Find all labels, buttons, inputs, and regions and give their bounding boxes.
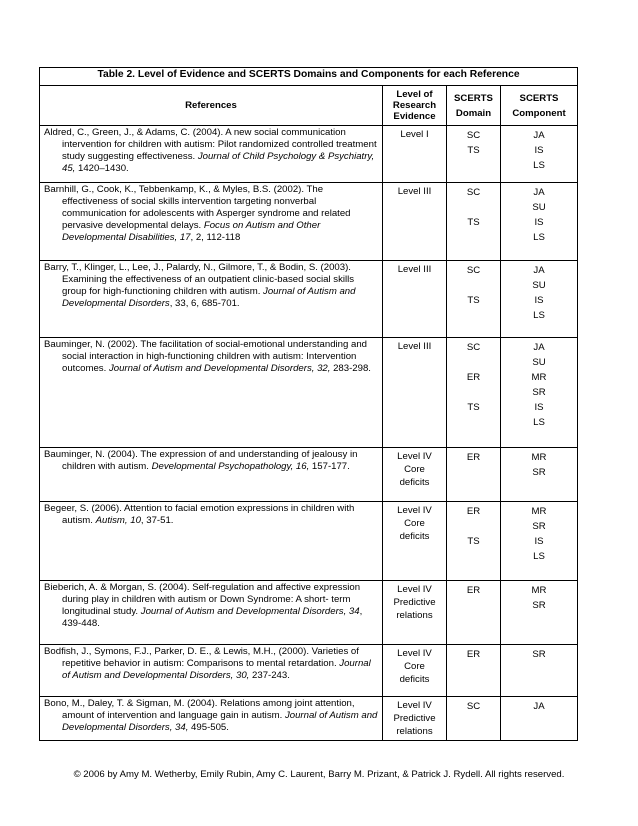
citation-text: Bono, M., Daley, T. & Sigman, M. (2004). Relations among joint attention, amount of intervention and language gain in autism. [44,698,355,721]
domain-value [449,357,498,369]
component-cell [501,448,578,502]
level-line: Level IV [397,700,432,711]
citation-text: Bauminger, N. (2004). The expression of and understanding of jealousy in children with autism. [44,449,358,472]
level-cell [383,183,447,261]
reference-citation [44,127,378,175]
component-value: JA [533,701,545,712]
citation-journal: Journal of Autism and Developmental Disorders, 32, [108,363,331,374]
table-body [40,126,578,741]
component-value: IS [534,145,544,156]
component-value: MR [531,372,547,383]
component-value: IS [534,295,544,306]
level-cell [383,581,447,645]
component-value: MR [531,585,547,596]
citation-journal: Journal of Autism and Developmental Disorders, 34 [140,606,360,617]
citation-text: Barry, T., Klinger, L., Lee, J., Palardy, N., Gilmore, T., & Bodin, S. (2003). Examining the effectiveness of an outpatient clinic-based social skills group for high-functioning children with autism. [44,262,355,297]
domain-value: SC [466,701,481,712]
level-cell [383,502,447,581]
reference-cell [40,183,383,261]
domain-value: SC [466,265,481,276]
domain-value: TS [467,402,480,413]
citation-text: 495-505. [188,722,229,733]
table-row [40,126,578,183]
header-scerts-component [501,86,578,126]
reference-cell [40,448,383,502]
table-caption-row [40,68,578,86]
header-level-line: Research [392,100,437,111]
header-component-line: SCERTS [519,92,559,104]
domain-value: ER [466,506,481,517]
level-line: Level I [400,129,429,140]
domain-cell [447,502,501,581]
domain-value: ER [466,585,481,596]
component-value: SU [532,280,546,291]
table-row [40,261,578,338]
component-value: JA [533,265,545,276]
reference-citation [44,646,378,682]
component-value: SR [532,521,546,532]
citation-text: 237-243. [249,670,290,681]
citation-text: Aldred, C., Green, J., & Adams, C. (2004). A new social communication intervention for children with autism: Pilot randomized controlled treatment study suggesting effectiveness. [44,127,377,162]
component-value: JA [533,130,545,141]
domain-value [449,387,498,399]
level-cell [383,126,447,183]
table-row [40,502,578,581]
citation-text: 157-177. [309,461,350,472]
component-value: SR [532,649,546,660]
level-line: deficits [399,531,430,542]
domain-value [449,521,498,533]
level-line: Core [404,464,425,475]
header-level-line: Level of [396,89,433,100]
table-row [40,697,578,741]
citation-text: Bodfish, J., Symons, F.J., Parker, D. E., & Lewis, M.H., (2000). Varieties of repetitive behavior in autism: Comparisons to mental retardation. [44,646,359,669]
header-level-line: Evidence [393,111,436,122]
level-cell [383,338,447,448]
citation-journal: Developmental Psychopathology, 16, [151,461,310,472]
citation-journal: Journal of Autism and Developmental Disorders, 30, [62,658,371,681]
domain-cell [447,183,501,261]
reference-citation [44,503,378,527]
table-row [40,338,578,448]
header-domain-line: SCERTS [454,92,493,104]
reference-cell [40,338,383,448]
component-value: SU [532,202,546,213]
header-domain-line: Domain [455,107,492,119]
citation-journal: Journal of Child Psychology & Psychiatry, 45, [62,151,375,174]
reference-citation [44,262,378,310]
domain-cell [447,581,501,645]
domain-value: SC [466,342,481,353]
level-line: Core [404,518,425,529]
domain-value: TS [467,217,480,228]
level-line: relations [396,726,433,737]
component-value: SR [532,387,546,398]
citation-journal: Journal of Autism and Developmental Disorders [62,286,356,309]
component-cell [501,126,578,183]
component-value: JA [533,187,545,198]
component-value: LS [533,310,545,321]
evidence-table [39,67,578,741]
reference-citation [44,698,378,734]
reference-citation [44,339,378,375]
level-cell [383,448,447,502]
domain-value: SC [466,187,481,198]
reference-citation [44,582,378,630]
reference-citation [44,184,378,244]
reference-cell [40,126,383,183]
level-cell [383,697,447,741]
reference-cell [40,645,383,697]
level-line: Level IV [397,505,432,516]
domain-value [449,280,498,292]
level-line: Level III [397,186,432,197]
component-value: JA [533,342,545,353]
component-cell [501,645,578,697]
table-row [40,581,578,645]
component-cell [501,183,578,261]
component-cell [501,338,578,448]
reference-cell [40,697,383,741]
citation-journal: Journal of Autism and Developmental Disorders, 34, [62,710,378,733]
component-value: MR [531,452,547,463]
citation-text: Begeer, S. (2006). Attention to facial emotion expressions in children with autism. [44,503,355,526]
level-line: Level IV [397,648,432,659]
component-cell [501,502,578,581]
table-header-row [40,86,578,126]
level-line: relations [396,610,433,621]
component-value: SR [532,467,546,478]
reference-cell [40,261,383,338]
citation-text: , 37-51. [140,515,174,526]
header-references: References [40,86,383,126]
header-component-line: Component [512,107,566,119]
component-value: IS [534,217,544,228]
domain-cell [447,338,501,448]
table-row [40,183,578,261]
domain-cell [447,261,501,338]
level-line: Level III [397,341,432,352]
domain-value: SC [466,130,481,141]
domain-value: ER [466,452,481,463]
header-scerts-domain [447,86,501,126]
level-line: Core [404,661,425,672]
level-cell [383,261,447,338]
citation-text: , 33, 6, 685-701. [169,298,240,309]
component-value: SU [532,357,546,368]
level-line: Predictive [393,713,436,724]
citation-text: 1420–1430. [75,163,129,174]
header-level-of-evidence [383,86,447,126]
level-line: Level IV [397,584,432,595]
level-line: deficits [399,477,430,488]
component-cell [501,261,578,338]
reference-cell [40,581,383,645]
level-line: Level III [397,264,432,275]
component-value: LS [533,551,545,562]
component-value: LS [533,160,545,171]
domain-value: TS [467,145,480,156]
domain-value: ER [466,649,481,660]
level-line: deficits [399,674,430,685]
domain-value: TS [467,295,480,306]
reference-citation [44,449,378,473]
level-line: Predictive [393,597,436,608]
component-cell [501,697,578,741]
citation-text: , 439-448. [62,606,363,629]
component-value: LS [533,232,545,243]
component-value: IS [534,402,544,413]
table-row [40,448,578,502]
domain-cell [447,697,501,741]
reference-cell [40,502,383,581]
level-cell [383,645,447,697]
citation-text: Bauminger, N. (2002). The facilitation of social-emotional understanding and social interaction in high-functioning children with autism: Intervention outcomes. [44,339,368,374]
component-value: LS [533,417,545,428]
copyright-footer: © 2006 by Amy M. Wetherby, Emily Rubin, Amy C. Laurent, Barry M. Prizant, & Patrick J. Rydell. All rights reserved. [73,769,565,780]
citation-journal: Focus on Autism and Other Developmental Disabilities, 17 [62,220,321,243]
table-title: Table 2. Level of Evidence and SCERTS Domains and Components for each Reference [40,68,578,86]
domain-cell [447,126,501,183]
domain-cell [447,448,501,502]
component-value: SR [532,600,546,611]
citation-text: Barnhill, G., Cook, K., Tebbenkamp, K., & Myles, B.S. (2002). The effectiveness of social skills intervention targeting nonverbal communication for adolescents with Asperger syndrome and related pervasive developmental delays. [44,184,351,231]
citation-text: 283-298. [330,363,371,374]
citation-journal: Autism, 10 [95,515,141,526]
level-line: Level IV [397,451,432,462]
citation-text: , 2, 112-118 [190,232,241,243]
domain-cell [447,645,501,697]
component-value: MR [531,506,547,517]
domain-value: ER [466,372,481,383]
domain-value [449,202,498,214]
component-cell [501,581,578,645]
component-value: IS [534,536,544,547]
citation-text: Bieberich, A. & Morgan, S. (2004). Self-regulation and affective expression during play in children with autism or Down Syndrome: A short- term longitudinal study. [44,582,361,617]
domain-value: TS [467,536,480,547]
table-row [40,645,578,697]
